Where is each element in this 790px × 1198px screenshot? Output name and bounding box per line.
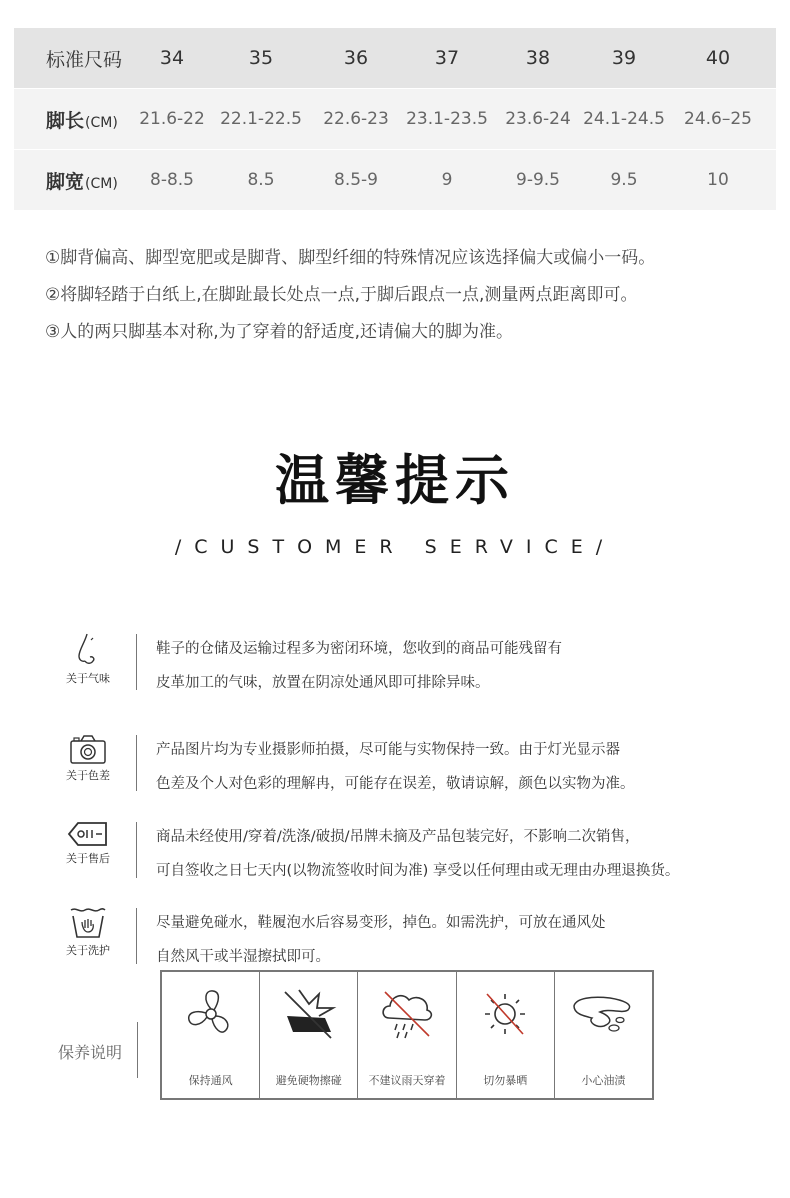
tag-icon [66,820,110,848]
size-cell: 34 [159,47,185,69]
length-cell: 21.6-22 [139,109,205,129]
oil-stain-icon [570,986,636,1042]
tip-divider [136,822,137,878]
tip-text: 皮革加工的气味，放置在阴凉处通风即可排除异味。 [156,675,490,691]
width-cell: 8.5-9 [334,170,378,190]
foot-width-row [14,149,776,210]
size-table [14,28,776,210]
length-cell: 23.6-24 [505,109,571,129]
tip-text: 商品未经使用/穿着/洗涤/破损/吊牌未摘及产品包装完好，不影响二次销售， [156,829,640,845]
foot-width-label: 脚宽(CM) [46,170,118,193]
length-cell: 24.6–25 [684,109,752,129]
tip-text: 色差及个人对色彩的理解冉，可能存在误差，敬请谅解，颜色以实物为准。 [156,776,635,792]
care-item [457,972,555,1098]
care-box [160,970,654,1100]
tip-text: 尽量避免碰水，鞋履泡水后容易变形，掉色。如需洗护，可放在通风处 [156,915,606,931]
size-cell: 39 [611,47,637,69]
note-line: ②将脚轻踏于白纸上,在脚趾最长处点一点,于脚后跟点一点,测量两点距离即可。 [45,285,638,305]
size-cell: 35 [248,47,274,69]
tip-washing [40,906,780,970]
tip-after-sales [40,820,780,884]
tip-divider [136,735,137,791]
care-label: 保养说明 [58,1043,123,1062]
tip-divider [136,908,137,964]
care-divider [137,1022,138,1078]
no-collision-icon [279,986,339,1042]
care-text: 切勿暴晒 [483,1074,528,1087]
width-cell: 9 [441,170,453,190]
width-cell: 9-9.5 [516,170,560,190]
fan-icon [183,986,239,1042]
camera-icon [68,733,108,765]
length-cell: 23.1-23.5 [406,109,488,129]
tip-color [40,733,780,797]
size-header-row [14,28,776,88]
no-rain-icon [377,986,437,1042]
care-item [260,972,358,1098]
size-header-values [134,47,776,69]
tip-smell [40,632,780,696]
care-item [555,972,652,1098]
note-line: ①脚背偏高、脚型宽肥或是脚背、脚型纤细的特殊情况应该选择偏大或偏小一码。 [45,248,656,268]
size-cell: 40 [705,47,731,69]
foot-length-label: 脚长(CM) [46,109,118,132]
wash-icon [68,906,108,940]
size-cell: 37 [434,47,460,69]
tip-label: 关于洗护 [66,944,110,957]
tip-label: 关于色差 [66,769,110,782]
care-item [162,972,260,1098]
size-cell: 36 [343,47,369,69]
page-title: 温馨提示 [275,449,515,512]
width-cell: 8.5 [247,170,275,190]
width-cell: 9.5 [610,170,638,190]
foot-length-row [14,88,776,149]
tip-label: 关于售后 [66,852,110,865]
length-cell: 24.1-24.5 [583,109,665,129]
care-text: 不建议雨天穿着 [368,1074,446,1087]
care-text: 小心油渍 [581,1074,626,1087]
tip-text: 鞋子的仓储及运输过程多为密闭环境，您收到的商品可能残留有 [156,641,562,657]
note-line: ③人的两只脚基本对称,为了穿着的舒适度,还请偏大的脚为准。 [45,322,514,342]
nose-icon [71,632,105,668]
page-subtitle: /CUSTOMER SERVICE/ [174,536,616,558]
no-sun-icon [475,986,535,1042]
care-text: 保持通风 [188,1074,233,1087]
sizing-notes [45,240,655,351]
care-text: 避免硬物擦碰 [275,1074,342,1087]
tip-text: 产品图片均为专业摄影师拍摄，尽可能与实物保持一致。由于灯光显示器 [156,742,620,758]
width-cell: 8-8.5 [150,170,194,190]
length-cell: 22.1-22.5 [220,109,302,129]
size-header-label: 标准尺码 [46,48,123,71]
size-cell: 38 [525,47,551,69]
tip-text: 可自签收之日七天内(以物流签收时间为准) 享受以任何理由或无理由办理退换货。 [156,863,680,879]
width-cell: 10 [707,170,729,190]
tip-label: 关于气味 [66,672,110,685]
length-cell: 22.6-23 [323,109,389,129]
tip-text: 自然风干或半湿擦拭即可。 [156,949,330,965]
care-item [358,972,456,1098]
tip-divider [136,634,137,690]
